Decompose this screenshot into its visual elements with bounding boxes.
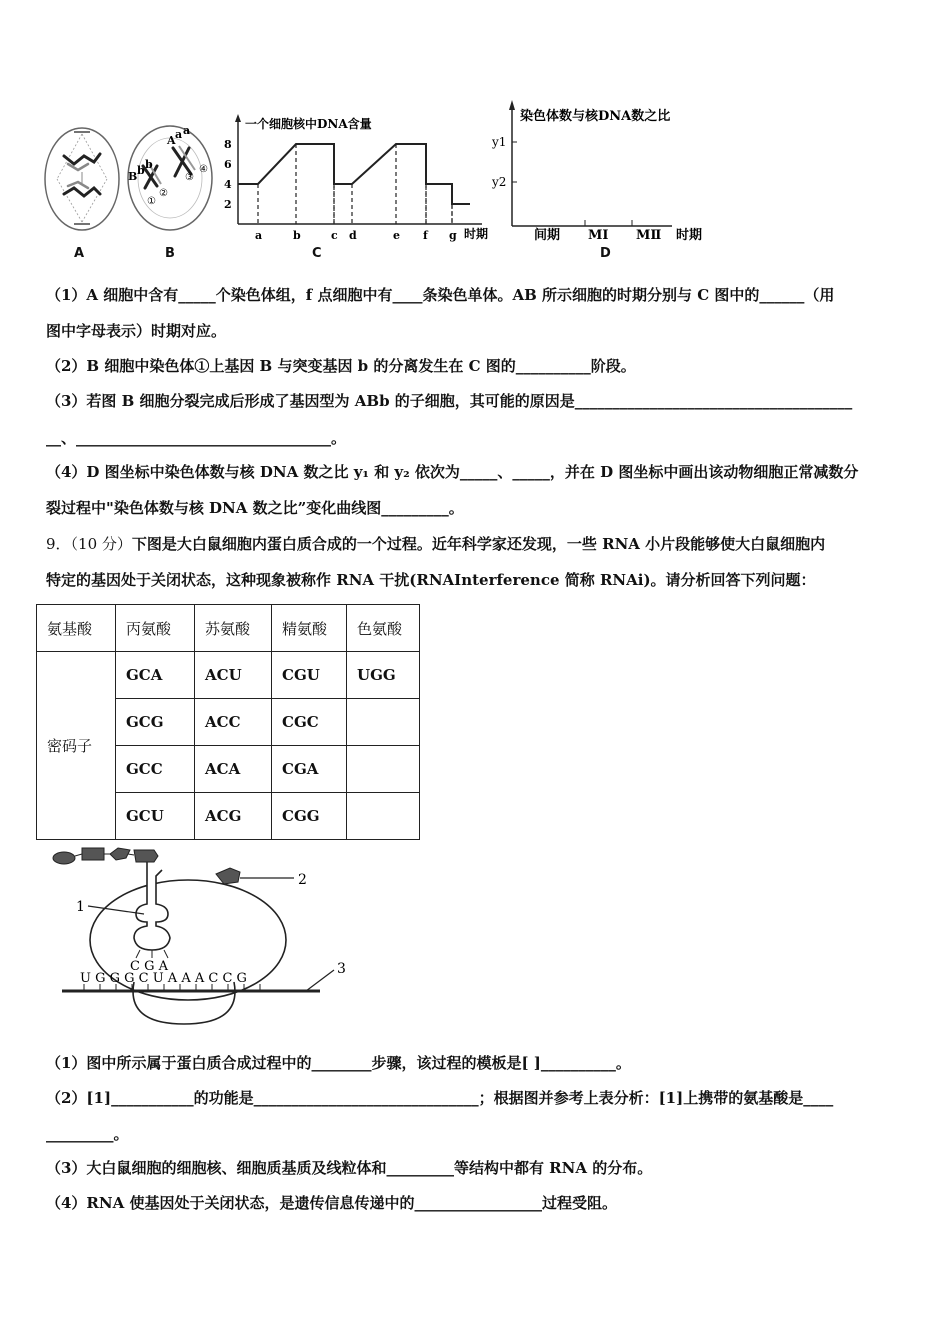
peptide-chain xyxy=(53,848,158,864)
q9-sub4: （4）RNA 使基因处于关闭状态，是遗传信息传递中的_________________过程受阻。 xyxy=(46,1194,617,1212)
chart-d-x-tick: MⅠ xyxy=(588,228,609,243)
table-cell: ACA xyxy=(195,746,272,793)
gene-label: a xyxy=(183,124,191,137)
chart-c-x-tick: b xyxy=(293,229,301,242)
chart-c-x-tick: e xyxy=(393,229,400,242)
table-cell xyxy=(347,699,420,746)
chart-c-y-arrow xyxy=(235,114,241,122)
table-cell xyxy=(347,793,420,840)
gene-label: B xyxy=(128,170,138,183)
cell-b-figure xyxy=(125,122,215,234)
table-cell: GCA xyxy=(116,652,195,699)
anticodon: C G A xyxy=(130,959,168,974)
trna xyxy=(134,862,170,950)
q9-intro-text: 下图是大白鼠细胞内蛋白质合成的一个过程。近年科学家还发现，一些 RNA 小片段能够使大白鼠细胞内 xyxy=(131,535,826,553)
chart-c-x-tick: g xyxy=(449,229,457,242)
table-cell: GCC xyxy=(116,746,195,793)
chart-d xyxy=(490,96,720,246)
q8-sub3-line1: （3）若图 B 细胞分裂完成后形成了基因型为 ABb 的子细胞，其可能的原因是_____________________________________ xyxy=(46,392,853,410)
figure-a-label: A xyxy=(74,246,85,261)
chromosome-marker: ④ xyxy=(199,164,208,175)
free-amino-acid xyxy=(216,868,240,884)
table-cell xyxy=(347,746,420,793)
q9-sub2-line1: （2）[1]___________的功能是______________________________；根据图并参考上表分析：[1]上携带的氨基酸是____ xyxy=(46,1089,834,1107)
translation-diagram xyxy=(44,842,364,1028)
q9-sub2-line2: _________。 xyxy=(46,1125,129,1143)
chart-c-y-tick: 4 xyxy=(224,178,232,191)
table-header: 丙氨酸 xyxy=(116,605,195,652)
table-cell: CGU xyxy=(272,652,347,699)
figure-b-label: B xyxy=(165,246,175,261)
chromosome-marker: ② xyxy=(159,188,168,199)
chart-c-y-tick: 2 xyxy=(224,198,232,211)
mrna-sequence: U G G G C U A A A C C G xyxy=(80,971,247,986)
q8-sub1-line1: （1）A 细胞中含有_____个染色体组，f 点细胞中有____条染色单体。AB 所示细胞的时期分别与 C 图中的______（用 xyxy=(46,286,835,304)
table-header: 氨基酸 xyxy=(37,605,116,652)
table-cell: GCU xyxy=(116,793,195,840)
row-label: 密码子 xyxy=(37,652,116,840)
gene-label: b xyxy=(137,164,145,177)
table-header: 色氨酸 xyxy=(347,605,420,652)
chart-c xyxy=(220,108,500,248)
gene-label: A xyxy=(167,134,176,147)
table-cell: GCG xyxy=(116,699,195,746)
table-cell: ACU xyxy=(195,652,272,699)
q9-intro-line1 xyxy=(46,533,825,555)
q9-sub1: （1）图中所示属于蛋白质合成过程中的________步骤，该过程的模板是[ ]__________。 xyxy=(46,1054,631,1072)
q8-sub1-line2: 图中字母表示）时期对应。 xyxy=(46,322,227,340)
chart-c-xlabel: 时期 xyxy=(464,227,489,241)
table-cell: CGA xyxy=(272,746,347,793)
figure-d-label: D xyxy=(600,246,611,261)
q9-intro-line2: 特定的基因处于关闭状态，这种现象被称作 RNA 干扰(RNAInterference 简称 RNAi)。请分析回答下列问题： xyxy=(46,571,816,589)
table-cell: CGC xyxy=(272,699,347,746)
table-header: 苏氨酸 xyxy=(195,605,272,652)
q9-sub3: （3）大白鼠细胞的细胞核、细胞质基质及线粒体和_________等结构中都有 RNA 的分布。 xyxy=(46,1159,653,1177)
cell-a-figure xyxy=(42,124,122,234)
table-cell: UGG xyxy=(347,652,420,699)
label-1: 1 xyxy=(76,899,85,915)
chart-d-x-tick: 间期 xyxy=(534,228,561,243)
q8-sub4-line2: 裂过程中"染色体数与核 DNA 数之比”变化曲线图_________。 xyxy=(46,499,464,517)
chart-d-x-tick: MⅡ xyxy=(636,228,662,243)
q8-sub2: （2）B 细胞中染色体①上基因 B 与突变基因 b 的分离发生在 C 图的__________阶段。 xyxy=(46,357,636,375)
chart-c-x-tick: c xyxy=(331,229,338,242)
label-3: 3 xyxy=(337,961,346,977)
q8-sub4-line1: （4）D 图坐标中染色体数与核 DNA 数之比 y₁ 和 y₂ 依次为_____、_____，并在 D 图坐标中画出该动物细胞正常减数分 xyxy=(46,463,859,481)
table-cell: ACC xyxy=(195,699,272,746)
chart-c-y-tick: 6 xyxy=(224,158,232,171)
q8-sub3-line2: __、__________________________________。 xyxy=(46,429,347,447)
label-2: 2 xyxy=(298,872,307,888)
chart-c-title: 一个细胞核中DNA含量 xyxy=(245,117,372,131)
chart-d-y-tick: y1 xyxy=(492,135,507,149)
chart-d-title: 染色体数与核DNA数之比 xyxy=(520,109,671,124)
chart-d-xlabel: 时期 xyxy=(676,228,703,243)
q9-number: 9．（10 分） xyxy=(46,535,132,553)
chromosome-marker: ① xyxy=(147,196,156,207)
table-header-row xyxy=(37,605,420,652)
chart-c-y-tick: 8 xyxy=(224,138,232,151)
table-row xyxy=(37,652,420,699)
chart-c-series-line xyxy=(238,144,470,204)
table-header: 精氨酸 xyxy=(272,605,347,652)
figure-c-label: C xyxy=(312,246,322,261)
chromosome-marker: ③ xyxy=(185,172,194,183)
table-cell: CGG xyxy=(272,793,347,840)
chart-d-y-arrow xyxy=(509,100,515,110)
chart-c-x-tick: a xyxy=(255,229,263,242)
codon-table xyxy=(36,604,420,840)
gene-label: a xyxy=(175,128,183,141)
gene-label: b xyxy=(145,158,153,171)
chart-c-x-tick: d xyxy=(349,229,357,242)
table-cell: ACG xyxy=(195,793,272,840)
chart-d-y-tick: y2 xyxy=(492,175,507,189)
chart-c-x-tick: f xyxy=(423,229,428,242)
